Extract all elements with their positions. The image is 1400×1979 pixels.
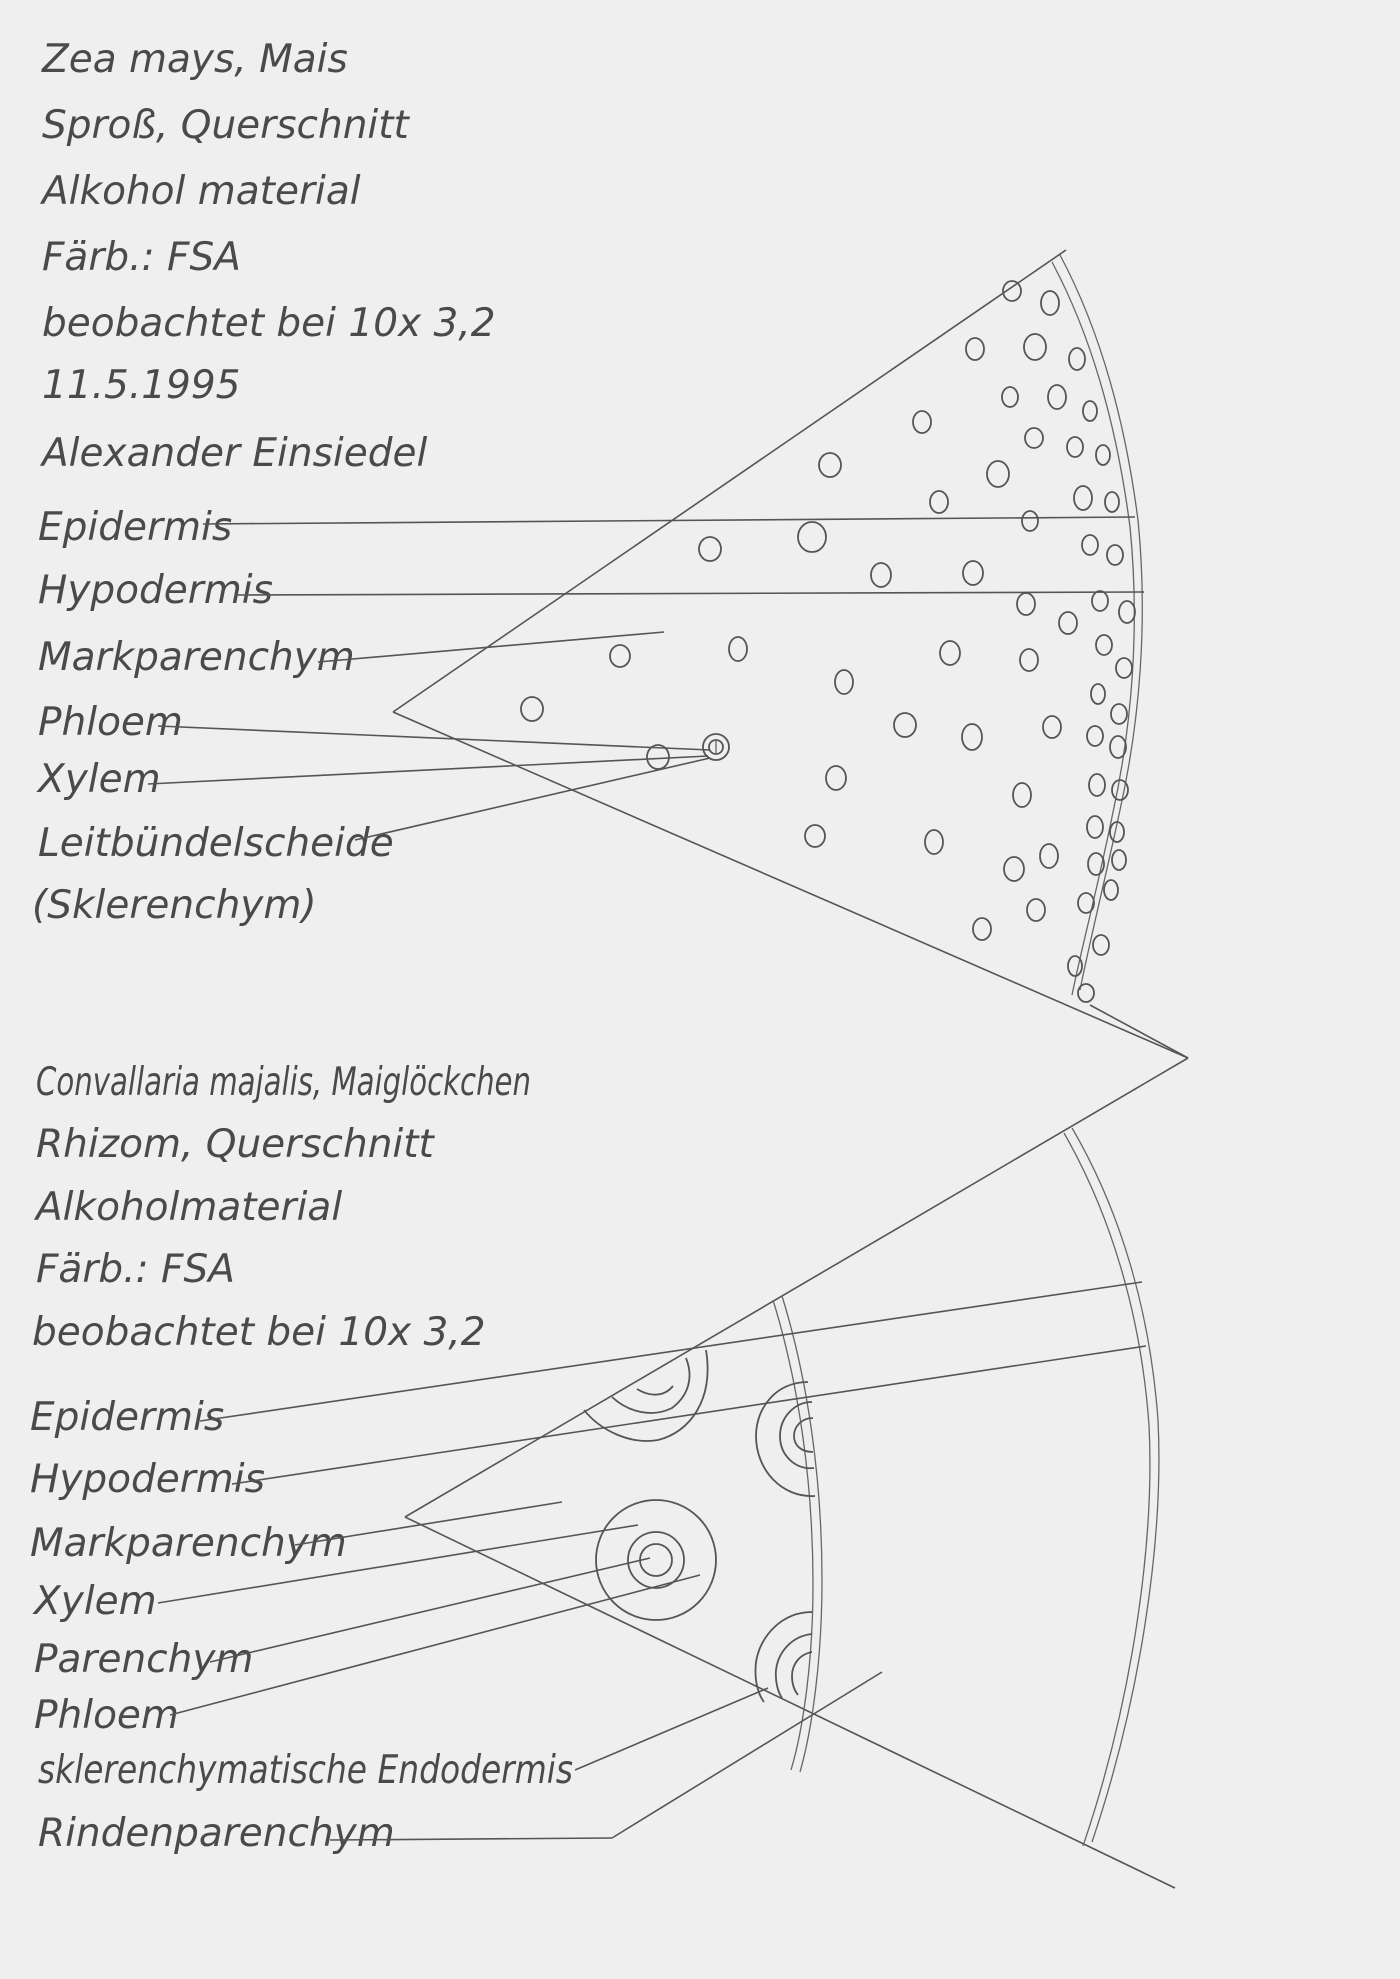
vascular-bundle <box>610 645 630 667</box>
vascular-bundle <box>699 537 721 561</box>
vascular-bundle <box>1040 844 1058 868</box>
vascular-bundle <box>1082 535 1098 555</box>
conv-label-parenchym: Parenchym <box>34 1637 254 1682</box>
zea-leader-hypodermis <box>235 592 1144 595</box>
conv-label-epidermis: Epidermis <box>30 1395 225 1440</box>
vascular-bundle <box>1116 658 1132 678</box>
vascular-bundle <box>1059 612 1077 634</box>
zea-header <box>39 37 496 476</box>
vascular-bundle <box>1107 545 1123 565</box>
vascular-bundle <box>913 411 931 433</box>
vascular-bundle <box>819 453 841 477</box>
conv-organ: Rhizom, Querschnitt <box>36 1122 434 1167</box>
zea-label-leitbuendelscheide: Leitbündelscheide <box>38 821 394 866</box>
zea-label-phloem: Phloem <box>38 700 183 745</box>
conv-label-markparenchym: Markparenchym <box>30 1521 347 1566</box>
vascular-bundle <box>962 724 982 750</box>
convallaria-header <box>32 1060 531 1355</box>
convallaria-labels <box>30 1395 573 1856</box>
zea-label-sklerenchym: (Sklerenchym) <box>32 883 317 928</box>
conv-label-phloem: Phloem <box>34 1693 179 1738</box>
conv-bundle-bottom-outer <box>755 1612 812 1702</box>
conv-magnification: beobachtet bei 10x 3,2 <box>32 1310 486 1355</box>
vascular-bundle <box>1096 635 1112 655</box>
vascular-bundle <box>1068 956 1082 976</box>
vascular-bundle <box>1087 816 1103 838</box>
zea-organ: Sproß, Querschnitt <box>42 103 409 148</box>
vascular-bundle <box>1091 684 1105 704</box>
vascular-bundle <box>1048 385 1066 409</box>
vascular-bundle <box>798 522 826 552</box>
vascular-bundle <box>729 637 747 661</box>
vascular-bundle <box>1112 850 1126 870</box>
zea-label-markparenchym: Markparenchym <box>38 635 355 680</box>
vascular-bundle <box>1096 445 1110 465</box>
vascular-bundle <box>1017 593 1035 615</box>
zea-magnification: beobachtet bei 10x 3,2 <box>42 301 496 346</box>
vascular-bundle <box>1041 291 1059 315</box>
vascular-bundle <box>925 830 943 854</box>
conv-wedge-bottom-edge <box>405 1517 1175 1888</box>
vascular-bundle <box>1027 899 1045 921</box>
vascular-bundle <box>1087 726 1103 746</box>
vascular-bundle <box>871 563 891 587</box>
conv-bundle-top-inner <box>637 1386 673 1395</box>
conv-wedge-top-edge <box>405 1058 1188 1517</box>
zea-title: Zea mays, Mais <box>42 37 348 82</box>
vascular-bundle <box>1105 492 1119 512</box>
vascular-bundle <box>987 461 1009 487</box>
conv-material: Alkoholmaterial <box>36 1185 343 1230</box>
conv-bundle-top-mid <box>612 1358 690 1413</box>
zea-leader-markparenchym <box>318 632 664 662</box>
vascular-bundle <box>966 338 984 360</box>
vascular-bundle <box>940 641 960 665</box>
vascular-bundle <box>1013 783 1031 807</box>
conv-bundle-center-outer <box>596 1500 716 1620</box>
vascular-bundle <box>963 561 983 585</box>
vascular-bundle <box>973 918 991 940</box>
vascular-bundle <box>1112 780 1128 800</box>
vascular-bundle <box>1020 649 1038 671</box>
zea-vascular-bundles <box>521 281 1135 1002</box>
conv-label-xylem: Xylem <box>34 1579 157 1624</box>
conv-label-rindenparenchym: Rindenparenchym <box>38 1811 395 1856</box>
vascular-bundle <box>1110 736 1126 758</box>
vascular-bundle <box>1078 984 1094 1002</box>
vascular-bundle <box>1078 893 1094 913</box>
vascular-bundle <box>1004 857 1024 881</box>
vascular-bundle <box>805 825 825 847</box>
zea-wedge-tip <box>1090 1005 1188 1058</box>
zea-label-epidermis: Epidermis <box>38 505 233 550</box>
vascular-bundle <box>1119 601 1135 623</box>
zea-material: Alkohol material <box>42 169 361 214</box>
vascular-bundle <box>1024 334 1046 360</box>
vascular-bundle <box>1025 428 1043 448</box>
zea-label-hypodermis: Hypodermis <box>38 568 273 613</box>
conv-title: Convallaria majalis, Maiglöckchen <box>36 1060 531 1105</box>
zea-stain: Färb.: FSA <box>42 235 241 280</box>
zea-epidermis-inner <box>1052 262 1134 995</box>
conv-leader-endodermis <box>575 1688 768 1770</box>
vascular-bundle <box>1104 880 1118 900</box>
vascular-bundle <box>1067 437 1083 457</box>
conv-label-hypodermis: Hypodermis <box>30 1457 265 1502</box>
vascular-bundle <box>1022 511 1038 531</box>
conv-endodermis-outer <box>782 1296 822 1772</box>
zea-label-xylem: Xylem <box>38 757 161 802</box>
vascular-bundle <box>1111 704 1127 724</box>
zea-labels <box>32 505 394 928</box>
vascular-bundle <box>1002 387 1018 407</box>
vascular-bundle <box>521 697 543 721</box>
vascular-bundle <box>930 491 948 513</box>
conv-label-endodermis: sklerenchymatische Endodermis <box>38 1748 573 1793</box>
zea-author: Alexander Einsiedel <box>42 431 428 476</box>
vascular-bundle <box>1093 935 1109 955</box>
conv-epidermis-inner <box>1064 1133 1150 1846</box>
vascular-bundle <box>1074 486 1092 510</box>
vascular-bundle <box>894 713 916 737</box>
vascular-bundle <box>1083 401 1097 421</box>
conv-bundle-center-mid <box>628 1532 684 1588</box>
zea-wedge-bottom-edge <box>393 712 1188 1058</box>
zea-date: 11.5.1995 <box>42 363 241 408</box>
zea-leader-xylem <box>148 756 708 784</box>
vascular-bundle <box>826 766 846 790</box>
vascular-bundle <box>1069 348 1085 370</box>
conv-endodermis-inner <box>773 1300 813 1770</box>
conv-stain: Färb.: FSA <box>36 1247 235 1292</box>
vascular-bundle <box>1043 716 1061 738</box>
vascular-bundle <box>835 670 853 694</box>
vascular-bundle <box>1092 591 1108 611</box>
vascular-bundle <box>1089 774 1105 796</box>
